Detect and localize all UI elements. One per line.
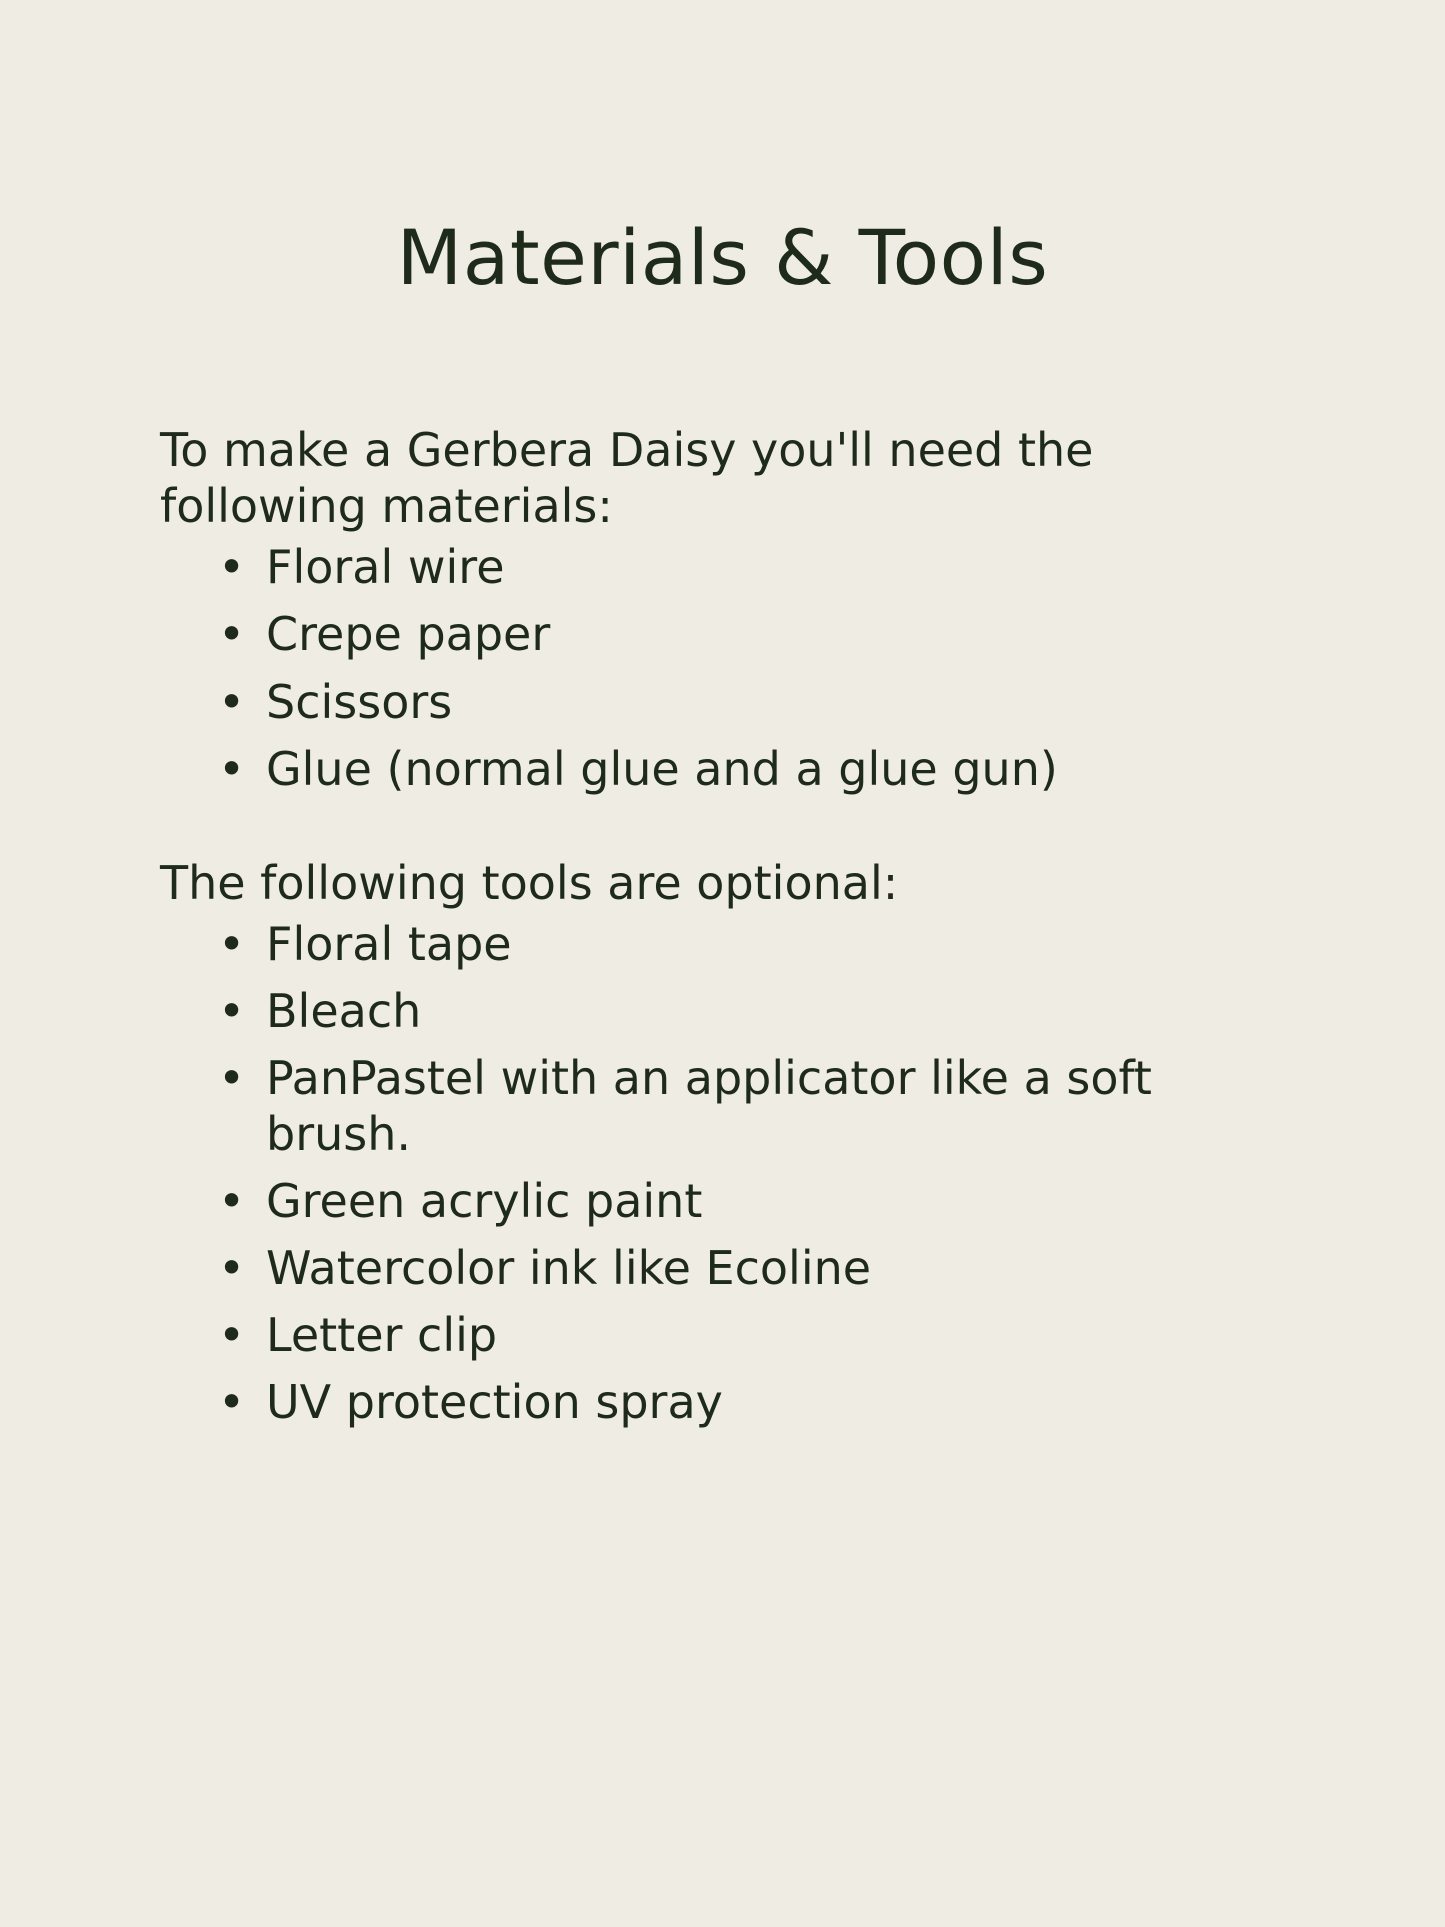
list-item-label: UV protection spray [266,1375,723,1430]
bullet-icon: • [218,741,246,796]
document-body [0,422,1445,1437]
list-item [194,978,1295,1045]
list-item-label: Scissors [266,674,453,729]
bullet-icon: • [218,917,246,972]
list-item [194,1369,1295,1436]
bullet-icon: • [218,674,246,729]
optional-tools-intro-text: The following tools are optional: [160,855,899,910]
bullet-icon: • [218,540,246,595]
list-item [194,736,1295,803]
list-item-label: Watercolor ink like Ecoline [266,1241,872,1296]
section-optional-tools [160,855,1295,1437]
bullet-icon: • [218,1241,246,1296]
list-item-label: Crepe paper [266,607,551,662]
page-title: Materials & Tools [396,213,1049,302]
list-item-label: Bleach [266,984,422,1039]
list-item [194,534,1295,601]
list-item-label: Floral tape [266,917,512,972]
list-item [194,669,1295,736]
section-materials [160,422,1295,803]
list-item [194,1302,1295,1369]
list-item-label: Letter clip [266,1308,498,1363]
bullet-icon: • [218,984,246,1039]
bullet-icon: • [218,1375,246,1430]
optional-tools-list [160,911,1295,1437]
list-item-label: Glue (normal glue and a glue gun) [266,741,1058,796]
bullet-icon: • [218,607,246,662]
list-item [194,601,1295,668]
list-item [194,1235,1295,1302]
list-item-label: Green acrylic paint [266,1173,703,1228]
materials-list [160,534,1295,803]
list-item-label: PanPastel with an applicator like a soft brush. [266,1051,1152,1161]
bullet-icon: • [218,1308,246,1363]
list-item [194,1168,1295,1235]
list-item-label: Floral wire [266,540,505,595]
bullet-icon: • [218,1173,246,1228]
materials-intro-text: To make a Gerbera Daisy you'll need the following materials: [160,423,1094,534]
list-item [194,911,1295,978]
list-item [194,1045,1295,1167]
section-divider-space [160,803,1295,855]
bullet-icon: • [218,1051,246,1106]
